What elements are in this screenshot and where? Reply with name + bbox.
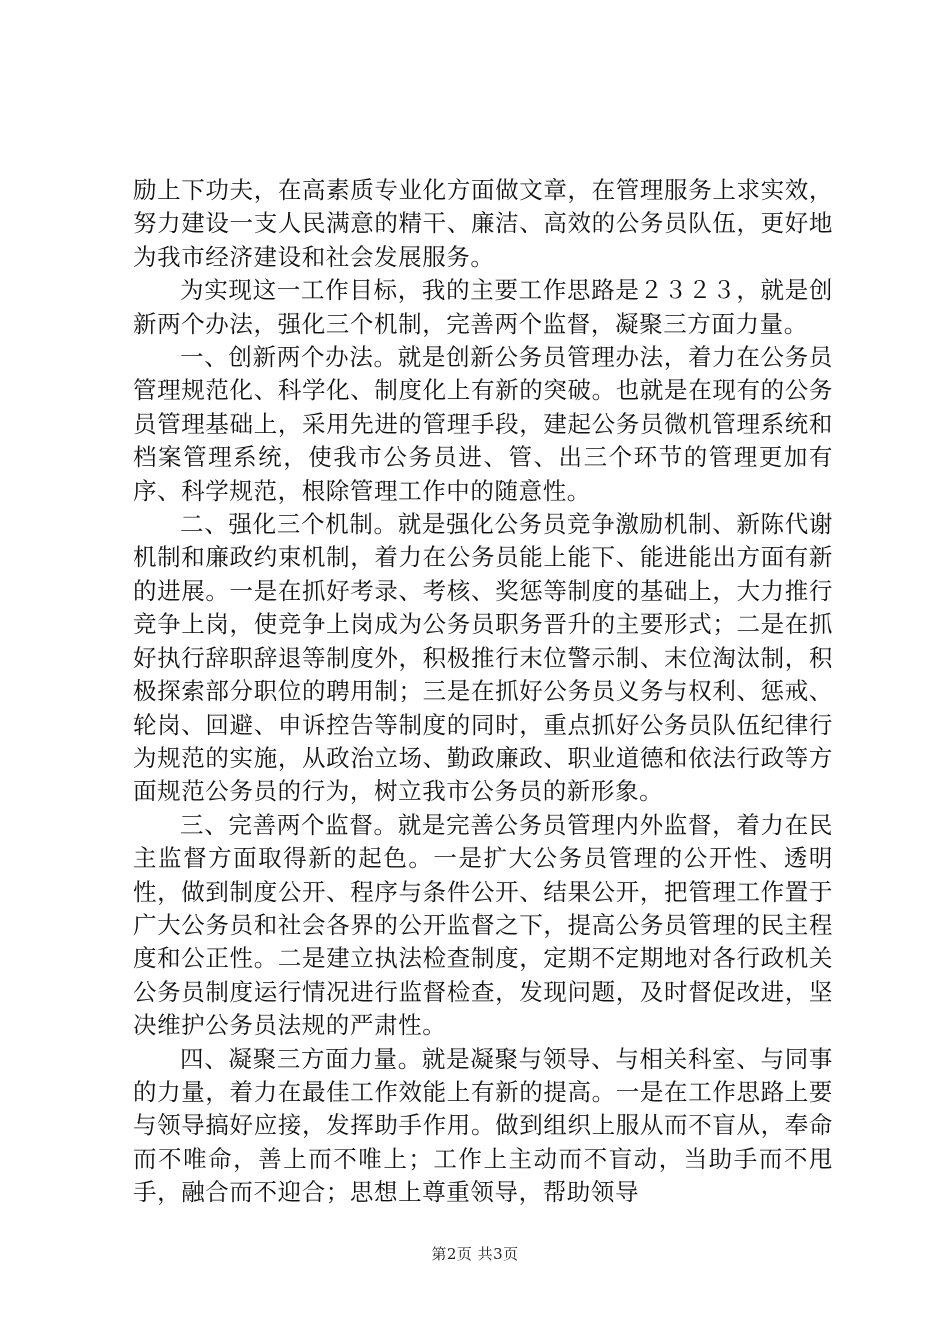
paragraph-continuation: 励上下功夫，在高素质专业化方面做文章，在管理服务上求实效，努力建设一支人民满意的精干、廉洁、高效的公务员队伍，更好地为我市经济建设和社会发展服务。: [133, 176, 833, 271]
page-footer: 第2页 共3页: [431, 1245, 519, 1263]
paragraph-section-four: 四、凝聚三方面力量。就是凝聚与领导、与相关科室、与同事的力量，着力在最佳工作效能上有新的提高。一是在工作思路上要与领导搞好应接，发挥助手作用。做到组织上服从而不盲从，奉命而不唯命，善上而不唯上；工作上主动而不盲动，当助手而不甩手，融合而不迎合；思想上尊重领导，帮助领导: [133, 1044, 833, 1207]
document-body: [133, 174, 833, 1210]
paragraph-section-one: 一、创新两个办法。就是创新公务员管理办法，着力在公务员管理规范化、科学化、制度化上有新的突破。也就是在现有的公务员管理基础上，采用先进的管理手段，建起公务员微机管理系统和档案管理系统，使我市公务员进、管、出三个环节的管理更加有序、科学规范，根除管理工作中的随意性。: [133, 343, 833, 505]
paragraph-section-two: 二、强化三个机制。就是强化公务员竞争激励机制、新陈代谢机制和廉政约束机制，着力在公务员能上能下、能进能出方面有新的进展。一是在抓好考录、考核、奖惩等制度的基础上，大力推行竞争上岗，使竞争上岗成为公务员职务晋升的主要形式；二是在抓好执行辞职辞退等制度外，积极推行末位警示制、末位淘汰制，积极探索部分职位的聘用制；三是在抓好公务员义务与权利、惩戒、轮岗、回避、申诉控告等制度的同时，重点抓好公务员队伍纪律行为规范的实施，从政治立场、勤政廉政、职业道德和依法行政等方面规范公务员的行为，树立我市公务员的新形象。: [133, 510, 833, 806]
paragraph-work-approach: 为实现这一工作目标，我的主要工作思路是２３２３，就是创新两个办法，强化三个机制，完善两个监督，凝聚三方面力量。: [133, 276, 833, 338]
paragraph-section-three: 三、完善两个监督。就是完善公务员管理内外监督，着力在民主监督方面取得新的起色。一是扩大公务员管理的公开性、透明性，做到制度公开、程序与条件公开、结果公开，把管理工作置于广大公务员和社会各界的公开监督之下，提高公务员管理的民主程度和公正性。二是建立执法检查制度，定期不定期地对各行政机关公务员制度运行情况进行监督检查，发现问题，及时督促改进，坚决维护公务员法规的严肃性。: [133, 810, 833, 1040]
